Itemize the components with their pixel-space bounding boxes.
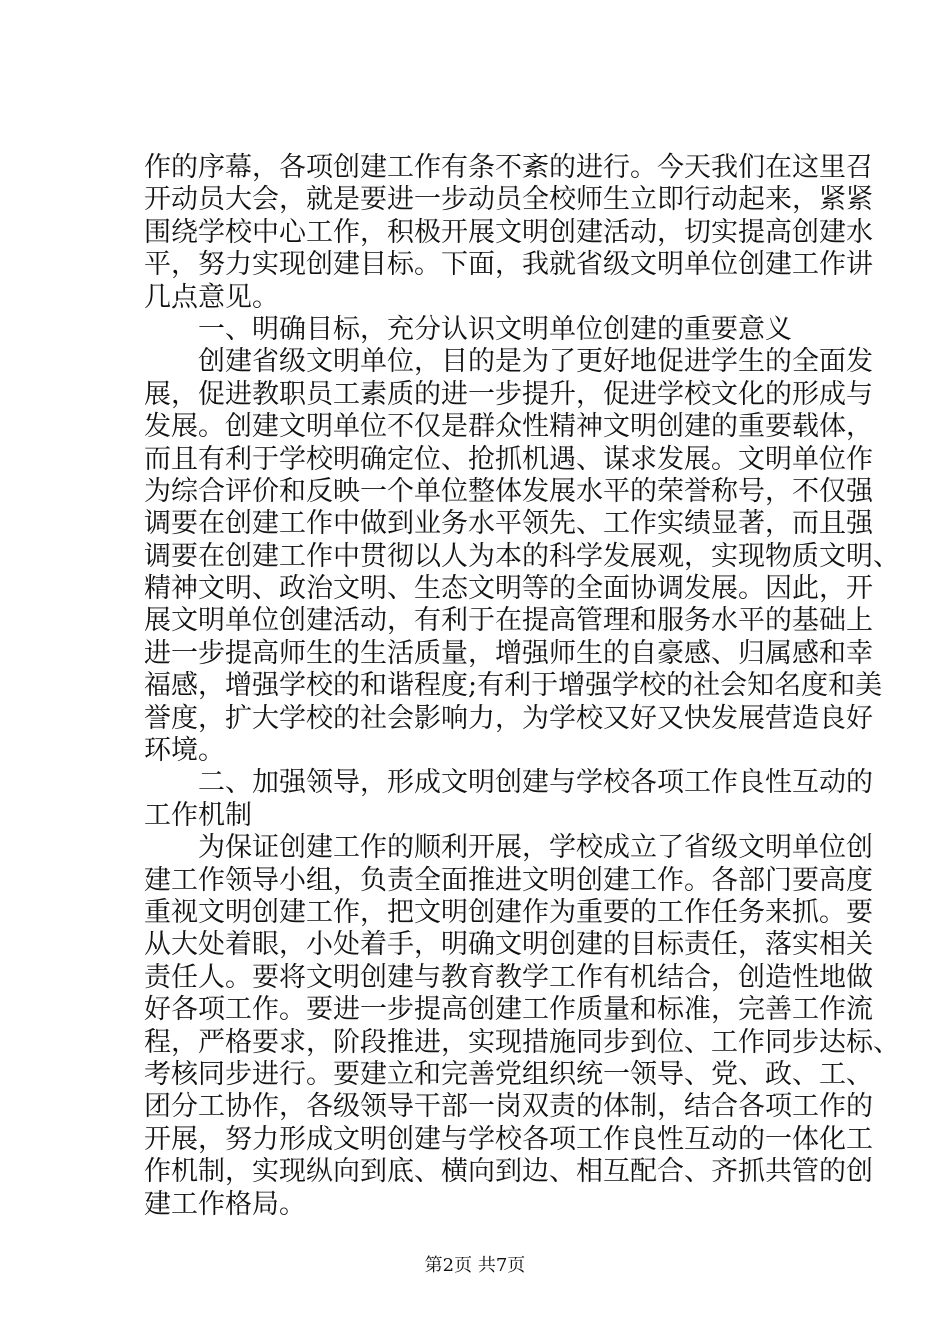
text-line: 为保证创建工作的顺利开展，学校成立了省级文明单位创	[144, 832, 873, 864]
section-heading-2-continued: 工作机制	[144, 799, 252, 831]
text-line: 为综合评价和反映一个单位整体发展水平的荣誉称号，不仅强	[144, 475, 873, 507]
text-line: 发展。创建文明单位不仅是群众性精神文明创建的重要载体，	[144, 411, 873, 443]
text-line: 环境。	[144, 735, 225, 767]
text-line: 团分工协作，各级领导干部一岗双责的体制，结合各项工作的	[144, 1091, 873, 1123]
page-number-footer: 第2页 共7页	[424, 1255, 526, 1276]
text-line: 程，严格要求，阶段推进，实现措施同步到位、工作同步达标、	[144, 1026, 900, 1058]
text-line: 从大处着眼，小处着手，明确文明创建的目标责任，落实相关	[144, 929, 873, 961]
text-line: 而且有利于学校明确定位、抢抓机遇、谋求发展。文明单位作	[144, 443, 873, 475]
text-line: 调要在创建工作中做到业务水平领先、工作实绩显著，而且强	[144, 508, 873, 540]
section-heading-1: 一、明确目标，充分认识文明单位创建的重要意义	[144, 313, 792, 345]
text-line: 责任人。要将文明创建与教育教学工作有机结合，创造性地做	[144, 961, 873, 993]
section-heading-2: 二、加强领导，形成文明创建与学校各项工作良性互动的	[144, 767, 873, 799]
text-line: 精神文明、政治文明、生态文明等的全面协调发展。因此，开	[144, 573, 873, 605]
text-line: 重视文明创建工作，把文明创建作为重要的工作任务来抓。要	[144, 896, 873, 928]
text-line: 福感，增强学校的和谐程度;有利于增强学校的社会知名度和美	[144, 670, 883, 702]
text-line: 作的序幕，各项创建工作有条不紊的进行。今天我们在这里召	[144, 152, 873, 183]
text-line: 进一步提高师生的生活质量，增强师生的自豪感、归属感和幸	[144, 637, 873, 669]
text-line: 调要在创建工作中贯彻以人为本的科学发展观，实现物质文明、	[144, 540, 900, 572]
text-line: 展，促进教职员工素质的进一步提升，促进学校文化的形成与	[144, 378, 873, 410]
text-line: 开动员大会，就是要进一步动员全校师生立即行动起来，紧紧	[144, 184, 873, 216]
text-line: 几点意见。	[144, 281, 279, 313]
body-text	[144, 152, 900, 1221]
text-line: 作机制，实现纵向到底、横向到边、相互配合、齐抓共管的创	[144, 1156, 873, 1188]
text-line: 誉度，扩大学校的社会影响力，为学校又好又快发展营造良好	[144, 702, 873, 734]
text-line: 建工作领导小组，负责全面推进文明创建工作。各部门要高度	[144, 864, 873, 896]
text-line: 创建省级文明单位，目的是为了更好地促进学生的全面发	[144, 346, 873, 378]
text-line: 考核同步进行。要建立和完善党组织统一领导、党、政、工、	[144, 1058, 873, 1090]
text-line: 好各项工作。要进一步提高创建工作质量和标准，完善工作流	[144, 994, 873, 1026]
text-line: 建工作格局。	[144, 1188, 306, 1220]
text-line: 开展，努力形成文明创建与学校各项工作良性互动的一体化工	[144, 1123, 873, 1155]
text-line: 围绕学校中心工作，积极开展文明创建活动，切实提高创建水	[144, 216, 873, 248]
text-line: 平，努力实现创建目标。下面，我就省级文明单位创建工作讲	[144, 249, 873, 281]
text-line: 展文明单位创建活动，有利于在提高管理和服务水平的基础上	[144, 605, 873, 637]
